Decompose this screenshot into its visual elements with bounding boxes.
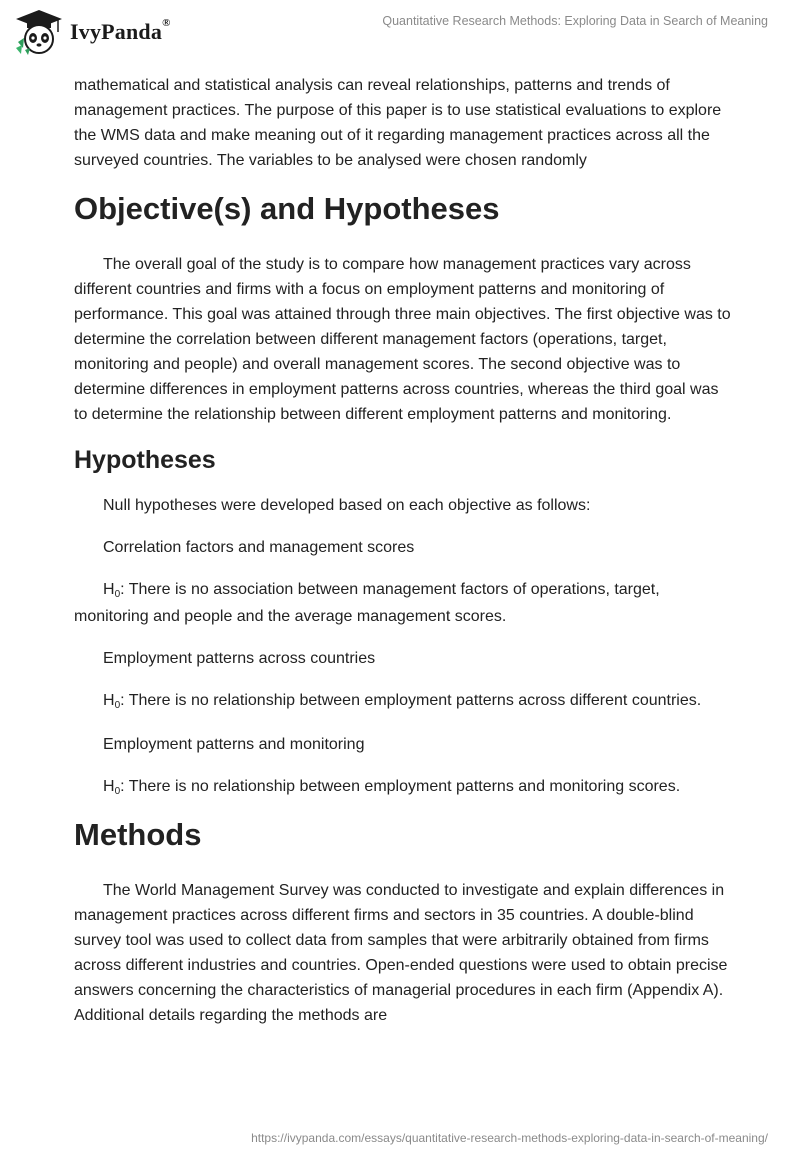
- hypothesis-2-text: $H_0$: There is no relationship between employment patterns across different countries.: [103, 692, 702, 711]
- objectives-heading: Objective(s) and Hypotheses: [74, 191, 500, 226]
- article-body: [74, 70, 734, 1028]
- brand-name: IvyPanda®: [70, 17, 171, 44]
- hypothesis-1-title: Correlation factors and management scores: [103, 539, 415, 556]
- hypothesis-1-text: $H_0$: There is no association between management factors of operations, target, monitoring and people and the average management scores.: [74, 581, 660, 625]
- hypotheses-intro: Null hypotheses were developed based on each objective as follows:: [103, 497, 591, 514]
- hypothesis-3-text: $H_0$: There is no relationship between employment patterns and monitoring scores.: [103, 778, 681, 797]
- page-header: [0, 0, 800, 70]
- registered-mark: ®: [162, 17, 171, 29]
- ivypanda-logo[interactable]: [14, 8, 171, 56]
- hypotheses-heading: Hypotheses: [74, 446, 216, 474]
- intro-paragraph: mathematical and statistical analysis can reveal relationships, patterns and trends of management practices. The purpose of this paper is to use statistical evaluations to explore the WMS data and make meaning out of it regarding management practices across all the surveyed countries. The variables to be analysed were chosen randomly: [74, 77, 722, 169]
- panda-graduate-icon: [14, 8, 64, 56]
- objectives-paragraph: The overall goal of the study is to compare how management practices vary across different countries and firms with a focus on employment patterns and monitoring of performance. This goal was attained through three main objectives. The first objective was to determine the correlation between different management factors (operations, target, monitoring and people) and overall management scores. The second objective was to determine differences in employment patterns across countries, whereas the third goal was to determine the relationship between different employment patterns and monitoring.: [74, 256, 731, 423]
- source-url[interactable]: https://ivypanda.com/essays/quantitative-research-methods-exploring-data-in-search-of-meaning/: [251, 1131, 768, 1145]
- hypothesis-2-title: Employment patterns across countries: [103, 650, 376, 667]
- methods-heading: Methods: [74, 817, 202, 852]
- methods-paragraph: The World Management Survey was conducted to investigate and explain differences in management practices across different firms and sectors in 35 countries. A double-blind survey tool was used to collect data from samples that were arbitrarily obtained from firms across different industries and countries. Open-ended questions were used to obtain precise answers concerning the characteristics of managerial procedures in each firm (Appendix A). Additional details regarding the methods are: [74, 882, 728, 1024]
- hypothesis-3-title: Employment patterns and monitoring: [103, 736, 365, 753]
- document-title: Quantitative Research Methods: Exploring Data in Search of Meaning: [382, 14, 768, 28]
